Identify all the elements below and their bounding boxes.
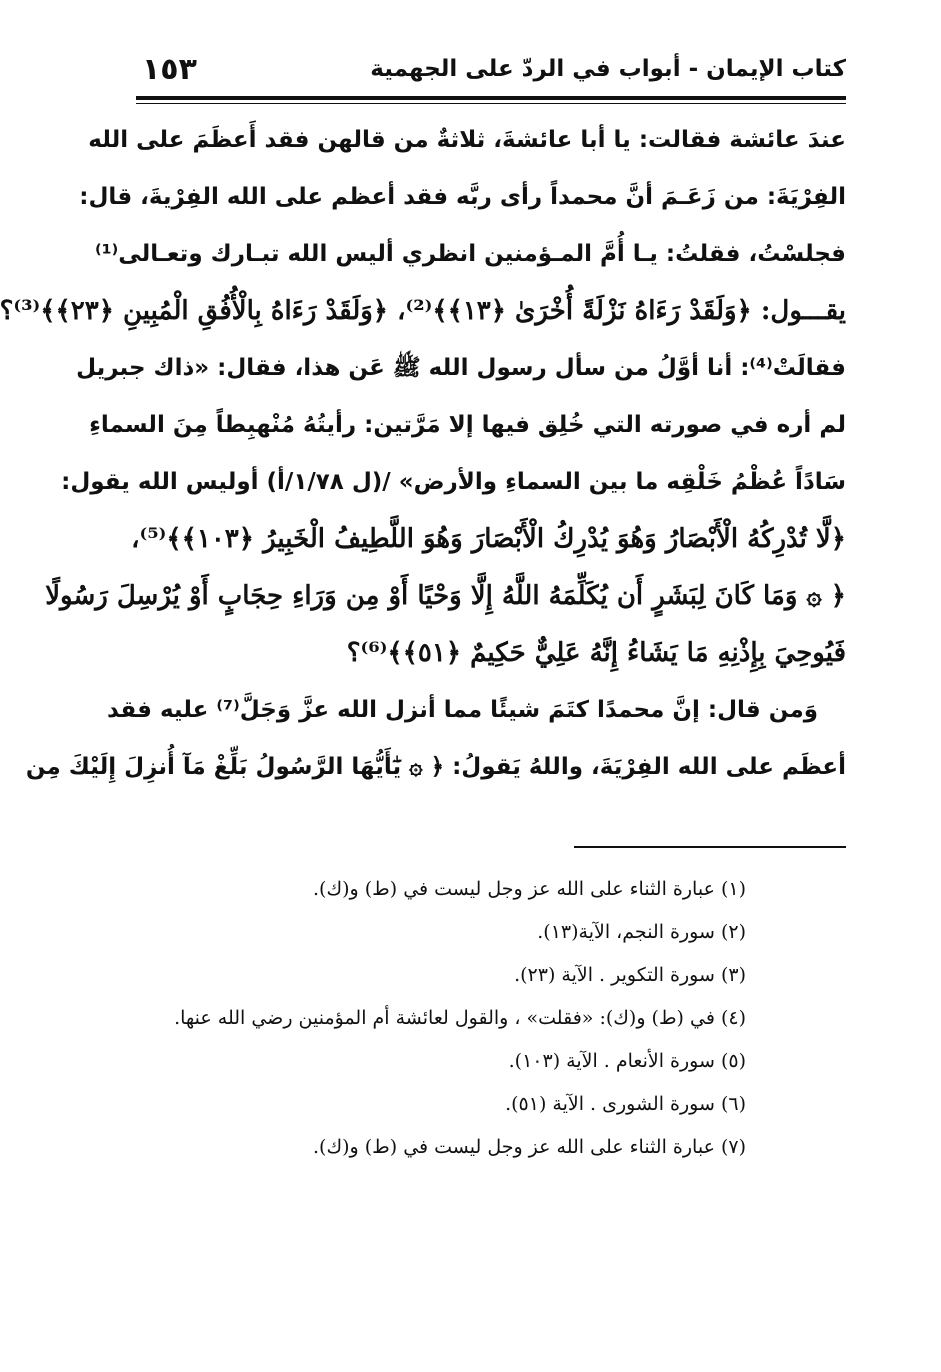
text-line: وَمن قال: إنَّ محمدًا كتَمَ شيئًا مما أنزل الله عزَّ وَجَلَّ⁽⁷⁾ عليه فقد — [107, 697, 818, 723]
quran-verse-line: ﴿ ۞ وَمَا كَانَ لِبَشَرٍ أَن يُكَلِّمَهُ اللَّهُ إِلَّا وَحْيًا أَوْ مِن وَرَاءِ حِجَابٍ أَوْ يُرْسِلَ رَسُولًا — [45, 581, 846, 611]
text-line: فقالَتْ⁽⁴⁾: أنا أوَّلُ من سأل رسول الله ﷺ عَن هذا، فقال: «ذاك جبريل — [76, 355, 846, 381]
text-line-quran: يقـــول: ﴿وَلَقَدْ رَءَاهُ نَزْلَةً أُخْرَىٰ ﴿١٣﴾﴾⁽²⁾، ﴿وَلَقَدْ رَءَاهُ بِالْأُفُقِ الْمُبِينِ ﴿٢٣﴾﴾⁽³⁾؟ — [0, 296, 846, 326]
footnote-separator — [574, 846, 846, 848]
page-number: ١٥٣ — [142, 52, 197, 87]
header-rule-thick — [136, 96, 846, 100]
footnote-item: (٧) عبارة الثناء على الله عز وجل ليست في (ط) و(ك). — [313, 1136, 746, 1158]
footnote-item: (١) عبارة الثناء على الله عز وجل ليست في (ط) و(ك). — [313, 878, 746, 900]
text-line: الفِرْيَةَ: من زَعَـمَ أنَّ محمداً رأى ربَّه فقد أعظم على الله الفِرْيةَ، قال: — [79, 184, 846, 210]
footnote-item: (٤) في (ط) و(ك): «فقلت» ، والقول لعائشة أم المؤمنين رضي الله عنها. — [174, 1007, 746, 1029]
footnote-item: (٢) سورة النجم، الآية(١٣). — [537, 921, 746, 943]
text-line: أعظَم على الله الفِرْيَةَ، واللهُ يَقولُ: ﴿ ۞ يَٰٓأَيُّهَا الرَّسُولُ بَلِّغْ مَآ أُنزِلَ إِلَيْكَ مِن — [25, 754, 846, 780]
main-text — [0, 112, 846, 796]
quran-verse-line: فَيُوحِيَ بِإِذْنِهِ مَا يَشَاءُ إِنَّهُ عَلِيٌّ حَكِيمٌ ﴿٥١﴾﴾⁽⁶⁾؟ — [346, 638, 846, 668]
footnote-item: (٣) سورة التكوير . الآية (٢٣). — [514, 964, 746, 986]
text-line: سَادًاً عُظْمُ خَلْقِه ما بين السماءِ والأرض» /(ل ١/٧٨/أ) أوليس الله يقول: — [61, 469, 846, 495]
quran-verse-line: ﴿لَّا تُدْرِكُهُ الْأَبْصَارُ وَهُوَ يُدْرِكُ الْأَبْصَارَ وَهُوَ اللَّطِيفُ الْخَبِيرُ ﴿١٠٣﴾﴾⁽⁵⁾، — [131, 524, 846, 554]
footnotes-list — [136, 868, 846, 1169]
footnote-item: (٦) سورة الشورى . الآية (٥١). — [505, 1093, 746, 1115]
text-line: لم أره في صورته التي خُلِق فيها إلا مَرَّتين: رأيتُهُ مُنْهبِطاً مِنَ السماءِ — [89, 412, 846, 438]
text-line: فجلسْتُ، فقلتُ: يـا أُمَّ المـؤمنين انظري أليس الله تبـارك وتعـالى⁽¹⁾ — [94, 241, 846, 267]
running-title: كتاب الإيمان - أبواب في الردّ على الجهمية — [370, 56, 846, 82]
header-rule-thin — [136, 103, 846, 104]
footnote-item: (٥) سورة الأنعام . الآية (١٠٣). — [508, 1050, 746, 1072]
text-line: عندَ عائشة فقالت: يا أبا عائشةَ، ثلاثةٌ من قالهن فقد أَعظَمَ على الله — [88, 127, 846, 153]
page-header — [136, 52, 846, 94]
